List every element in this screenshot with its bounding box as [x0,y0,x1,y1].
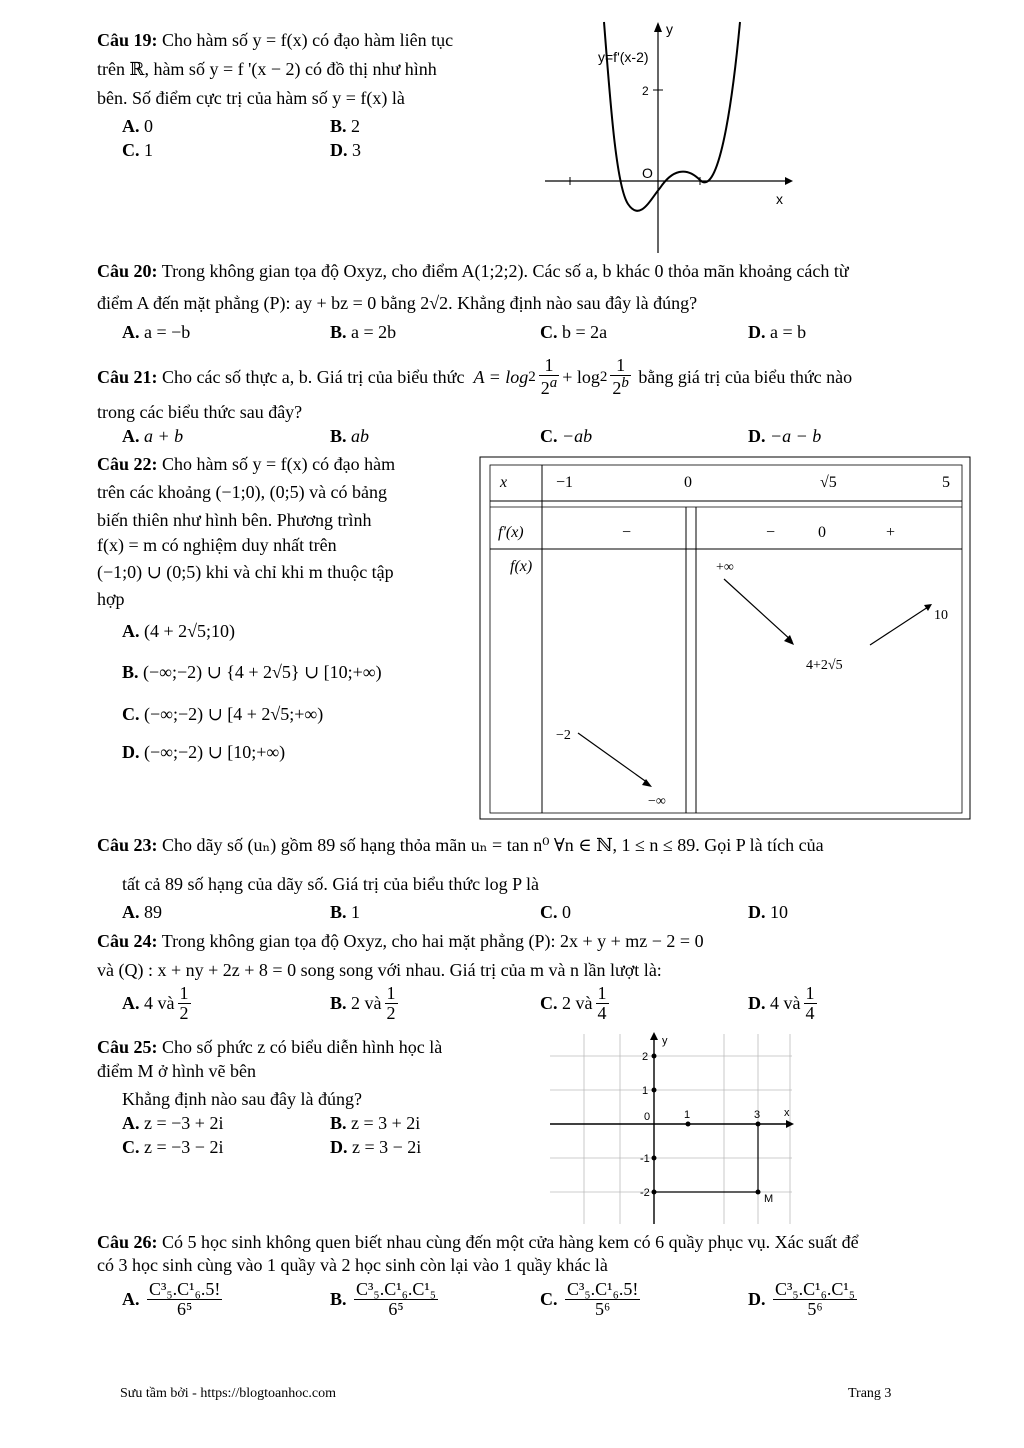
q25-graph-tm2: -2 [640,1187,650,1199]
q19-graph-x: x [776,191,783,207]
q22-table-x3: √5 [820,474,837,491]
q19-option-b: B. 2 [330,116,361,136]
q24-option-d: D. 4 và $\frac{1}{4}$ [748,983,815,1023]
q26-option-d: D. $\frac{\text{C³₅.C¹₆.C¹₅}}{\text{5⁶}}$ [748,1279,856,1319]
q20-line1: Câu 20: Trong không gian tọa độ Oxyz, cho điểm A(1;2;2). Các số a, b khác 0 thỏa mãn khoảng cách từ [97,261,849,281]
q20-option-a: A. a = −b [122,322,191,342]
q25-graph-t2y: 2 [642,1051,649,1063]
q19-graph-tick: 2 [642,84,649,98]
q26-option-a: A. $\frac{\text{C³₅.C¹₆.5!}}{\text{6⁵}}$ [122,1279,221,1319]
q23-line1: Câu 23: Cho dãy số (uₙ) gồm 89 số hạng thỏa mãn uₙ = tan n⁰ ∀n ∈ ℕ, 1 ≤ n ≤ 89. Gọi P là tích của [97,835,824,855]
q22-table-minf: −∞ [648,794,666,809]
q19-option-a: A. 0 [122,116,153,136]
q25-option-d: D. z = 3 − 2i [330,1137,422,1157]
q25-graph-tm1: -1 [640,1153,650,1165]
q19-graph [540,18,800,256]
q21-line2: trong các biểu thức sau đây? [97,402,303,422]
q22-table-x: x [500,474,508,491]
q22-table-fp3: 0 [818,524,826,541]
q24-option-c: C. 2 và $\frac{1}{4}$ [540,983,607,1023]
q21-option-c: C. −ab [540,426,593,446]
q22-variation-table [478,455,974,823]
q19-graph-o: O [642,165,653,181]
q21-option-b: B. ab [330,426,370,446]
q20-option-c: C. b = 2a [540,322,608,342]
q24-option-b: B. 2 và $\frac{1}{2}$ [330,983,396,1023]
q25-graph-t1y: 1 [642,1085,649,1097]
q22-table-vmin: 4+2√5 [806,658,843,673]
footer-page-number: Trang 3 [848,1386,892,1401]
q19-graph-label: y=f'(x-2) [598,49,649,65]
q22-table-fp2: − [766,524,776,541]
q22-table-fp1: − [622,524,632,541]
q22-table-x2: 0 [684,474,692,491]
q22-table-x1: −1 [556,474,574,491]
footer-source: Sưu tầm bởi - https://blogtoanhoc.com [120,1386,337,1401]
q25-graph-t3: 3 [754,1109,761,1121]
q22-line6: hợp [97,589,125,609]
q21-option-d: D. −a − b [748,426,822,446]
q26-option-c: C. $\frac{\text{C³₅.C¹₆.5!}}{\text{5⁶}}$ [540,1279,639,1319]
q26-option-b: B. $\frac{\text{C³₅.C¹₆.C¹₅}}{\text{6⁵}}$ [330,1279,437,1319]
q22-option-d: D. (−∞;−2) ∪ [10;+∞) [122,742,286,762]
q22-table-fp4: + [886,524,896,541]
q25-graph-t1: 1 [684,1109,691,1121]
q25-line1: Câu 25: Cho số phức z có biểu diễn hình học là [97,1037,443,1057]
q25-complex-plane [546,1030,796,1226]
q22-line4: f(x) = m có nghiệm duy nhất trên [97,535,337,555]
q25-line2: điểm M ở hình vẽ bên [97,1061,256,1081]
q24-line1: Câu 24: Trong không gian tọa độ Oxyz, cho hai mặt phẳng (P): 2x + y + mz − 2 = 0 [97,931,704,951]
q22-option-b: B. (−∞;−2) ∪ {4 + 2√5} ∪ [10;+∞) [122,662,382,682]
q25-line3: Khẳng định nào sau đây là đúng? [122,1089,362,1109]
q19-option-d: D. 3 [330,140,361,160]
q22-line3: biến thiên như hình bên. Phương trình [97,510,372,530]
q22-line1: Câu 22: Cho hàm số y = f(x) có đạo hàm [97,454,396,474]
q25-option-a: A. z = −3 + 2i [122,1113,224,1133]
q23-option-a: A. 89 [122,902,162,922]
q25-graph-m: M [764,1193,774,1205]
q19-line3: bên. Số điểm cực trị của hàm số y = f(x) là [97,88,405,108]
q20-option-b: B. a = 2b [330,322,397,342]
q23-option-b: B. 1 [330,902,361,922]
q21-line1: Câu 21: Cho các số thực a, b. Giá trị của biểu thức A = log 2 $\frac{1}{2^a}$ + log 2 $\frac{1}{2^b}$ bằng giá trị của biểu thức nào [97,355,853,398]
q20-line2: điểm A đến mặt phẳng (P): ay + bz = 0 bằng 2√2. Khẳng định nào sau đây là đúng? [97,293,698,313]
q22-line2: trên các khoảng (−1;0), (0;5) và có bảng [97,482,388,502]
q25-option-c: C. z = −3 − 2i [122,1137,224,1157]
q20-option-d: D. a = b [748,322,807,342]
q22-table-x4: 5 [942,474,950,491]
q24-option-a: A. 4 và $\frac{1}{2}$ [122,983,189,1023]
q22-option-a: A. (4 + 2√5;10) [122,621,236,641]
q22-table-vm2: −2 [556,728,571,743]
q22-table-v10: 10 [934,608,948,623]
q23-line2: tất cả 89 số hạng của dãy số. Giá trị của biểu thức log P là [122,874,539,894]
q22-line5: (−1;0) ∪ (0;5) khi và chỉ khi m thuộc tập [97,562,394,582]
q19-line2: trên ℝ, hàm số y = f '(x − 2) có đồ thị như hình [97,59,437,79]
q25-graph-x: x [784,1107,790,1119]
q25-option-b: B. z = 3 + 2i [330,1113,421,1133]
q23-option-d: D. 10 [748,902,788,922]
q22-option-c: C. (−∞;−2) ∪ [4 + 2√5;+∞) [122,704,324,724]
q26-line2: có 3 học sinh cùng vào 1 quầy và 2 học sinh còn lại vào 1 quầy khác là [97,1255,608,1275]
q19-option-c: C. 1 [122,140,153,160]
q22-table-pinf: +∞ [716,560,734,575]
q19-graph-y: y [666,21,673,37]
q24-line2: và (Q) : x + ny + 2z + 8 = 0 song song với nhau. Giá trị của m và n lần lượt là: [97,960,662,980]
q23-option-c: C. 0 [540,902,571,922]
q19-line1: Câu 19: Cho hàm số y = f(x) có đạo hàm liên tục [97,30,454,50]
q22-table-fp: f'(x) [498,524,524,541]
q21-option-a: A. a + b [122,426,184,446]
q22-table-f: f(x) [510,558,533,575]
q26-line1: Câu 26: Có 5 học sinh không quen biết nhau cùng đến một cửa hàng kem có 6 quầy phục vụ. Xác suất để [97,1232,859,1252]
q25-graph-o: 0 [644,1111,651,1123]
q25-graph-y: y [662,1035,668,1047]
